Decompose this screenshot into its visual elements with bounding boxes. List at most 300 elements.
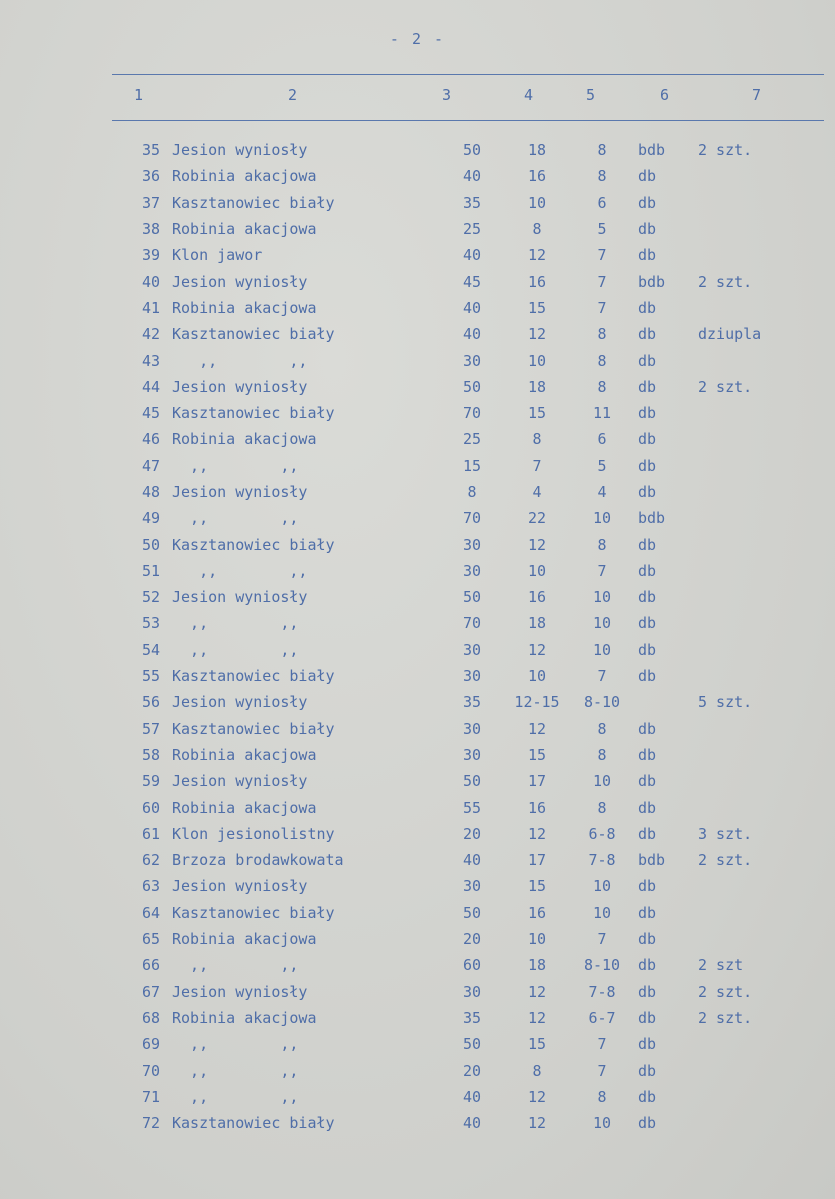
value-col-3: 55: [462, 798, 482, 817]
remarks: [694, 505, 802, 531]
condition: db: [638, 561, 657, 580]
condition: db: [638, 456, 657, 475]
remarks: [694, 531, 802, 557]
tree-number: 63: [141, 877, 160, 896]
value-col-3: 15: [462, 456, 482, 475]
table-row: [112, 1031, 802, 1057]
species-name: Kasztanowiec biały: [172, 1114, 335, 1133]
value-col-5: 7: [597, 1061, 607, 1080]
value-col-3: 25: [462, 430, 482, 449]
species-name: ,, ,,: [172, 1087, 299, 1106]
value-col-3: 30: [462, 535, 482, 554]
condition: db: [638, 246, 657, 265]
tree-number: 51: [141, 561, 160, 580]
condition: bdb: [638, 141, 666, 160]
header-bottom-rule: [112, 120, 824, 121]
tree-number: 61: [141, 824, 160, 843]
tree-number: 42: [141, 325, 160, 344]
table-row: [112, 637, 802, 663]
table-row: [112, 347, 802, 373]
species-name: Jesion wyniosły: [172, 772, 308, 791]
value-col-3: 50: [462, 1035, 482, 1054]
value-col-4: 12: [527, 246, 547, 265]
value-col-3: 40: [462, 1114, 482, 1133]
column-header-2: 2: [288, 86, 298, 104]
tree-number: 72: [141, 1114, 160, 1133]
value-col-5: 10: [592, 1114, 612, 1133]
value-col-4: 17: [527, 851, 547, 870]
value-col-5: 7-8: [588, 982, 616, 1001]
remarks: 2 szt.: [698, 982, 753, 1001]
species-name: Kasztanowiec biały: [172, 193, 335, 212]
remarks: [694, 558, 802, 584]
value-col-5: 7: [597, 272, 607, 291]
species-name: ,, ,,: [172, 956, 299, 975]
table-row: [112, 663, 802, 689]
value-col-5: 10: [592, 877, 612, 896]
table-row: [112, 821, 802, 847]
table-row: [112, 531, 802, 557]
species-name: Kasztanowiec biały: [172, 404, 335, 423]
species-name: Jesion wyniosły: [172, 693, 308, 712]
value-col-4: 16: [527, 903, 547, 922]
tree-number: 49: [141, 509, 160, 528]
value-col-4: 12-15: [514, 693, 560, 712]
species-name: Kasztanowiec biały: [172, 719, 335, 738]
column-header-6: 6: [660, 86, 670, 104]
table-row: [112, 137, 802, 163]
condition: db: [638, 220, 657, 239]
value-col-5: 7: [597, 298, 607, 317]
value-col-5: 8: [597, 167, 607, 186]
value-col-5: 7-8: [588, 851, 616, 870]
species-name: Robinia akacjowa: [172, 745, 317, 764]
remarks: [694, 926, 802, 952]
tree-number: 45: [141, 404, 160, 423]
value-col-3: 40: [462, 1087, 482, 1106]
remarks: [694, 347, 802, 373]
value-col-3: 30: [462, 667, 482, 686]
table-row: [112, 558, 802, 584]
condition: db: [638, 483, 657, 501]
value-col-3: 50: [462, 377, 482, 396]
tree-number: 62: [141, 851, 160, 870]
tree-number: 48: [141, 483, 160, 501]
condition: db: [638, 167, 657, 186]
column-header-3: 3: [442, 86, 452, 104]
value-col-4: 10: [527, 930, 547, 949]
condition: db: [638, 640, 657, 659]
value-col-5: 8: [597, 1087, 607, 1106]
condition: bdb: [638, 272, 666, 291]
condition: db: [638, 1087, 657, 1106]
column-header-4: 4: [524, 86, 534, 104]
table-row: [112, 610, 802, 636]
value-col-5: 10: [592, 509, 612, 528]
table-row: [112, 900, 802, 926]
condition: [632, 689, 694, 715]
value-col-3: 40: [462, 298, 482, 317]
species-name: Kasztanowiec biały: [172, 535, 335, 554]
value-col-5: 10: [592, 614, 612, 633]
tree-number: 41: [141, 298, 160, 317]
value-col-5: 10: [592, 903, 612, 922]
condition: db: [638, 377, 657, 396]
species-name: Brzoza brodawkowata: [172, 851, 344, 870]
tree-number: 37: [141, 193, 160, 212]
condition: db: [638, 824, 657, 843]
tree-number: 59: [141, 772, 160, 791]
remarks: 2 szt.: [698, 1008, 753, 1027]
species-name: ,, ,,: [172, 1035, 299, 1054]
tree-number: 68: [141, 1008, 160, 1027]
species-name: Robinia akacjowa: [172, 298, 317, 317]
tree-number: 57: [141, 719, 160, 738]
value-col-3: 60: [462, 956, 482, 975]
condition: bdb: [638, 509, 666, 528]
remarks: 2 szt: [698, 956, 744, 975]
species-name: ,, ,,: [172, 614, 299, 633]
remarks: [694, 242, 802, 268]
column-header-7: 7: [752, 86, 762, 104]
value-col-4: 16: [527, 272, 547, 291]
value-col-5: 8: [597, 351, 607, 370]
value-col-4: 8: [532, 430, 542, 449]
table-row: [112, 505, 802, 531]
table-row: [112, 716, 802, 742]
species-name: ,, ,,: [172, 351, 308, 370]
remarks: [694, 163, 802, 189]
value-col-4: 16: [527, 588, 547, 607]
value-col-4: 16: [527, 167, 547, 186]
species-name: ,, ,,: [172, 561, 308, 580]
tree-number: 66: [141, 956, 160, 975]
condition: db: [638, 930, 657, 949]
remarks: [694, 584, 802, 610]
value-col-3: 8: [467, 483, 477, 501]
species-name: Robinia akacjowa: [172, 930, 317, 949]
remarks: [694, 216, 802, 242]
value-col-5: 5: [597, 456, 607, 475]
value-col-5: 7: [597, 930, 607, 949]
value-col-4: 18: [527, 614, 547, 633]
remarks: [694, 900, 802, 926]
species-name: Kasztanowiec biały: [172, 667, 335, 686]
species-name: Robinia akacjowa: [172, 798, 317, 817]
tree-number: 53: [141, 614, 160, 633]
tree-inventory-table: [112, 137, 802, 1136]
table-row: [112, 926, 802, 952]
remarks: [694, 794, 802, 820]
table-row: [112, 163, 802, 189]
column-header-5: 5: [586, 86, 596, 104]
remarks: [694, 873, 802, 899]
condition: db: [638, 667, 657, 686]
page-number: - 2 -: [389, 30, 446, 48]
table-body: [112, 137, 802, 1136]
table-row: [112, 453, 802, 479]
value-col-4: 10: [527, 351, 547, 370]
table-row: [112, 268, 802, 294]
value-col-5: 7: [597, 246, 607, 265]
value-col-4: 16: [527, 798, 547, 817]
remarks: 2 szt.: [698, 272, 753, 291]
species-name: Robinia akacjowa: [172, 220, 317, 239]
tree-number: 52: [141, 588, 160, 607]
value-col-4: 10: [527, 193, 547, 212]
table-row: [112, 321, 802, 347]
tree-number: 69: [141, 1035, 160, 1054]
value-col-3: 30: [462, 745, 482, 764]
remarks: [694, 716, 802, 742]
table-row: [112, 400, 802, 426]
species-name: Jesion wyniosły: [172, 377, 308, 396]
table-row: [112, 190, 802, 216]
condition: db: [638, 298, 657, 317]
condition: db: [638, 719, 657, 738]
species-name: ,, ,,: [172, 456, 299, 475]
table-row: [112, 295, 802, 321]
remarks: [694, 637, 802, 663]
condition: db: [638, 325, 657, 344]
value-col-3: 45: [462, 272, 482, 291]
value-col-4: 4: [532, 483, 542, 501]
value-col-5: 10: [592, 588, 612, 607]
value-col-3: 20: [462, 824, 482, 843]
value-col-4: 12: [527, 982, 547, 1001]
value-col-4: 17: [527, 772, 547, 791]
value-col-5: 4: [597, 483, 607, 501]
species-name: Klon jesionolistny: [172, 824, 335, 843]
remarks: [694, 426, 802, 452]
value-col-4: 8: [532, 220, 542, 239]
condition: db: [638, 903, 657, 922]
value-col-3: 40: [462, 167, 482, 186]
value-col-5: 10: [592, 640, 612, 659]
value-col-3: 35: [462, 693, 482, 712]
value-col-5: 8: [597, 719, 607, 738]
value-col-4: 10: [527, 667, 547, 686]
value-col-4: 12: [527, 824, 547, 843]
tree-number: 38: [141, 220, 160, 239]
tree-number: 64: [141, 903, 160, 922]
value-col-4: 22: [527, 509, 547, 528]
value-col-3: 50: [462, 588, 482, 607]
value-col-5: 8: [597, 377, 607, 396]
value-col-5: 8-10: [583, 693, 621, 712]
value-col-3: 50: [462, 141, 482, 160]
value-col-3: 35: [462, 1008, 482, 1027]
value-col-5: 8: [597, 535, 607, 554]
table-row: [112, 794, 802, 820]
value-col-5: 11: [592, 404, 612, 423]
value-col-3: 50: [462, 772, 482, 791]
tree-number: 43: [141, 351, 160, 370]
value-col-4: 18: [527, 956, 547, 975]
value-col-3: 40: [462, 851, 482, 870]
remarks: 2 szt.: [698, 851, 753, 870]
condition: db: [638, 1008, 657, 1027]
table-row: [112, 584, 802, 610]
value-col-4: 15: [527, 1035, 547, 1054]
remarks: [694, 1057, 802, 1083]
remarks: 2 szt.: [698, 377, 753, 396]
value-col-4: 12: [527, 1114, 547, 1133]
tree-number: 65: [141, 930, 160, 949]
tree-number: 56: [141, 693, 160, 712]
value-col-4: 12: [527, 535, 547, 554]
table-row: [112, 768, 802, 794]
value-col-4: 12: [527, 1008, 547, 1027]
condition: db: [638, 404, 657, 423]
species-name: Kasztanowiec biały: [172, 325, 335, 344]
value-col-5: 8: [597, 325, 607, 344]
condition: db: [638, 430, 657, 449]
value-col-4: 7: [532, 456, 542, 475]
value-col-5: 6-7: [588, 1008, 616, 1027]
value-col-4: 12: [527, 719, 547, 738]
species-name: ,, ,,: [172, 1061, 299, 1080]
value-col-3: 30: [462, 561, 482, 580]
value-col-5: 7: [597, 561, 607, 580]
condition: bdb: [638, 851, 666, 870]
value-col-3: 50: [462, 903, 482, 922]
value-col-4: 18: [527, 141, 547, 160]
species-name: Jesion wyniosły: [172, 982, 308, 1001]
value-col-3: 40: [462, 325, 482, 344]
table-row: [112, 979, 802, 1005]
table-row: [112, 847, 802, 873]
value-col-3: 35: [462, 193, 482, 212]
species-name: ,, ,,: [172, 509, 299, 528]
condition: db: [638, 614, 657, 633]
value-col-4: 15: [527, 298, 547, 317]
value-col-3: 20: [462, 930, 482, 949]
value-col-3: 70: [462, 509, 482, 528]
table-row: [112, 1057, 802, 1083]
value-col-5: 8: [597, 745, 607, 764]
table-row: [112, 426, 802, 452]
remarks: [694, 400, 802, 426]
remarks: [694, 768, 802, 794]
table-row: [112, 242, 802, 268]
remarks: 2 szt.: [698, 141, 753, 160]
table-row: [112, 873, 802, 899]
value-col-3: 30: [462, 640, 482, 659]
value-col-5: 5: [597, 220, 607, 239]
tree-number: 54: [141, 640, 160, 659]
remarks: [694, 610, 802, 636]
table-row: [112, 1110, 802, 1136]
table-row: [112, 689, 802, 715]
value-col-4: 15: [527, 877, 547, 896]
tree-number: 44: [141, 377, 160, 396]
tree-number: 35: [141, 141, 160, 160]
table-row: [112, 1005, 802, 1031]
condition: db: [638, 588, 657, 607]
species-name: Jesion wyniosły: [172, 877, 308, 896]
remarks: [694, 1084, 802, 1110]
value-col-3: 30: [462, 877, 482, 896]
table-row: [112, 1084, 802, 1110]
value-col-5: 6: [597, 193, 607, 212]
condition: db: [638, 745, 657, 764]
value-col-3: 40: [462, 246, 482, 265]
condition: db: [638, 351, 657, 370]
tree-number: 70: [141, 1061, 160, 1080]
tree-number: 39: [141, 246, 160, 265]
value-col-4: 12: [527, 1087, 547, 1106]
condition: db: [638, 535, 657, 554]
condition: db: [638, 982, 657, 1001]
tree-number: 46: [141, 430, 160, 449]
tree-number: 58: [141, 745, 160, 764]
column-header-row: [0, 86, 835, 108]
value-col-4: 18: [527, 377, 547, 396]
tree-number: 50: [141, 535, 160, 554]
species-name: Jesion wyniosły: [172, 483, 308, 501]
table-row: [112, 742, 802, 768]
value-col-5: 8: [597, 798, 607, 817]
column-header-1: 1: [134, 86, 144, 104]
value-col-3: 25: [462, 220, 482, 239]
condition: db: [638, 772, 657, 791]
remarks: 5 szt.: [698, 693, 753, 712]
remarks: [694, 479, 802, 505]
value-col-5: 6: [597, 430, 607, 449]
species-name: Jesion wyniosły: [172, 272, 308, 291]
tree-number: 47: [141, 456, 160, 475]
header-top-rule: [112, 74, 824, 75]
tree-number: 71: [141, 1087, 160, 1106]
condition: db: [638, 877, 657, 896]
condition: db: [638, 193, 657, 212]
value-col-4: 10: [527, 561, 547, 580]
tree-number: 40: [141, 272, 160, 291]
value-col-4: 15: [527, 745, 547, 764]
table-row: [112, 374, 802, 400]
value-col-4: 15: [527, 404, 547, 423]
value-col-3: 30: [462, 719, 482, 738]
condition: db: [638, 798, 657, 817]
remarks: [694, 1110, 802, 1136]
value-col-3: 30: [462, 351, 482, 370]
species-name: ,, ,,: [172, 640, 299, 659]
species-name: Robinia akacjowa: [172, 1008, 317, 1027]
value-col-4: 8: [532, 1061, 542, 1080]
value-col-3: 70: [462, 614, 482, 633]
value-col-5: 10: [592, 772, 612, 791]
species-name: Klon jawor: [172, 246, 263, 265]
remarks: dziupla: [698, 325, 762, 344]
table-row: [112, 216, 802, 242]
tree-number: 36: [141, 167, 160, 186]
table-row: [112, 479, 802, 505]
condition: db: [638, 956, 657, 975]
tree-number: 67: [141, 982, 160, 1001]
condition: db: [638, 1035, 657, 1054]
remarks: [694, 1031, 802, 1057]
species-name: Jesion wyniosły: [172, 588, 308, 607]
tree-number: 60: [141, 798, 160, 817]
condition: db: [638, 1114, 657, 1133]
value-col-3: 70: [462, 404, 482, 423]
condition: db: [638, 1061, 657, 1080]
remarks: 3 szt.: [698, 824, 753, 843]
value-col-5: 8: [597, 141, 607, 160]
value-col-3: 30: [462, 982, 482, 1001]
species-name: Robinia akacjowa: [172, 167, 317, 186]
